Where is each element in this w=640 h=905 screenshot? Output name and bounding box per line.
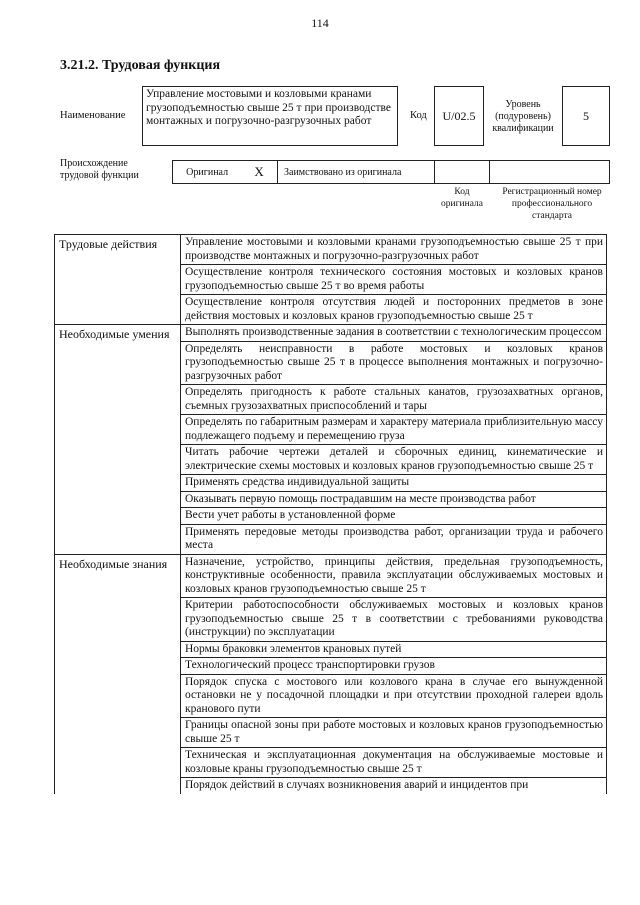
qualification-level-value: 5 <box>562 86 610 146</box>
borrowed-cell <box>277 160 435 184</box>
origin-row <box>172 160 610 184</box>
list-item: Технологический процесс транспортировки грузов <box>181 657 606 674</box>
list-item: Осуществление контроля отсутствия людей и посторонних предметов в зоне действия мостовых и козловых кранов грузоподъемностью свыше 25 т <box>181 294 606 324</box>
list-item: Назначение, устройство, принципы действия, предельная грузоподъемность, конструктивные особенности, правила эксплуатации обслуживаемых мостовых и козловых кранов грузоподъемностью свыше 25 т <box>185 555 603 595</box>
list-item: Осуществление контроля технического состояния мостовых и козловых кранов грузоподъемностью свыше 25 т во время работы <box>181 264 606 294</box>
group-title: Необходимые умения <box>55 325 181 554</box>
function-details-table <box>54 234 607 794</box>
code-original-label: Код оригинала <box>441 187 483 209</box>
qualification-level-label: Уровень (подуровень) квалификации <box>492 99 554 134</box>
reg-number-label: Регистрационный номер профессионального стандарта <box>502 187 602 221</box>
list-item: Управление мостовыми и козловыми кранами грузоподъемностью свыше 25 т при производстве монтажных и погрузочно-разгрузочных работ <box>185 236 603 262</box>
list-item: Вести учет работы в установленной форме <box>181 507 606 524</box>
group-title: Трудовые действия <box>55 235 181 324</box>
group-labor-actions <box>54 234 607 324</box>
list-item: Определять пригодность к работе стальных канатов, грузозахватных органов, съемных грузозахватных приспособлений и тары <box>181 384 606 414</box>
list-item: Порядок действий в случаях возникновения аварий и инцидентов при <box>181 777 606 794</box>
list-item: Нормы браковки элементов крановых путей <box>181 641 606 658</box>
list-item: Оказывать первую помощь пострадавшим на месте производства работ <box>181 491 606 508</box>
original-mark: X <box>254 164 264 179</box>
list-item: Применять средства индивидуальной защиты <box>181 474 606 491</box>
list-item: Критерии работоспособности обслуживаемых мостовых и козловых кранов грузоподъемностью свыше 25 т в соответствии с требованиями руководства (инструкции) по эксплуатации <box>181 597 606 641</box>
origin-label: Происхождение трудовой функции <box>60 158 139 181</box>
code-label: Код <box>410 110 427 121</box>
borrowed-label: Заимствовано из оригинала <box>284 166 402 178</box>
list-item: Выполнять производственные задания в соответствии с технологическим процессом <box>185 326 602 338</box>
list-item: Границы опасной зоны при работе мостовых и козловых кранов грузоподъемностью свыше 25 т <box>181 717 606 747</box>
group-required-skills <box>54 324 607 554</box>
list-item: Определять неисправности в работе мостовых и козловых кранов грузоподъемностью свыше 25 т в процессе выполнения монтажных и погрузочно-разгрузочных работ <box>181 341 606 385</box>
function-name: Управление мостовыми и козловыми кранами грузоподъемностью свыше 25 т при производстве монтажных и погрузочно-разгрузочных работ <box>142 86 398 146</box>
reg-number-cell <box>489 160 610 184</box>
original-label: Оригинал <box>186 166 229 178</box>
list-item: Применять передовые методы производства работ, организации труда и рабочего места <box>181 524 606 554</box>
list-item: Порядок спуска с мостового или козлового крана в случае его вынужденной остановки не у посадочной площадки и при отсутствии проходной галереи вдоль кранового пути <box>181 674 606 718</box>
name-label: Наименование <box>60 110 126 121</box>
list-item: Читать рабочие чертежи деталей и сборочных единиц, кинематические и электрические схемы мостовых и козловых кранов грузоподъемностью свыше 25 т <box>181 444 606 474</box>
code-original-cell <box>434 160 490 184</box>
group-title: Необходимые знания <box>55 555 181 794</box>
group-required-knowledge <box>54 554 607 794</box>
page-number: 114 <box>311 16 329 30</box>
original-cell <box>172 160 278 184</box>
list-item: Определять по габаритным размерам и характеру материала приблизительную массу подлежащего подъему и перемещению груза <box>181 414 606 444</box>
list-item: Техническая и эксплуатационная документация на обслуживаемые мостовые и козловые краны грузоподъемностью свыше 25 т <box>181 747 606 777</box>
section-title: 3.21.2. Трудовая функция <box>60 58 221 73</box>
function-code: U/02.5 <box>434 86 484 146</box>
